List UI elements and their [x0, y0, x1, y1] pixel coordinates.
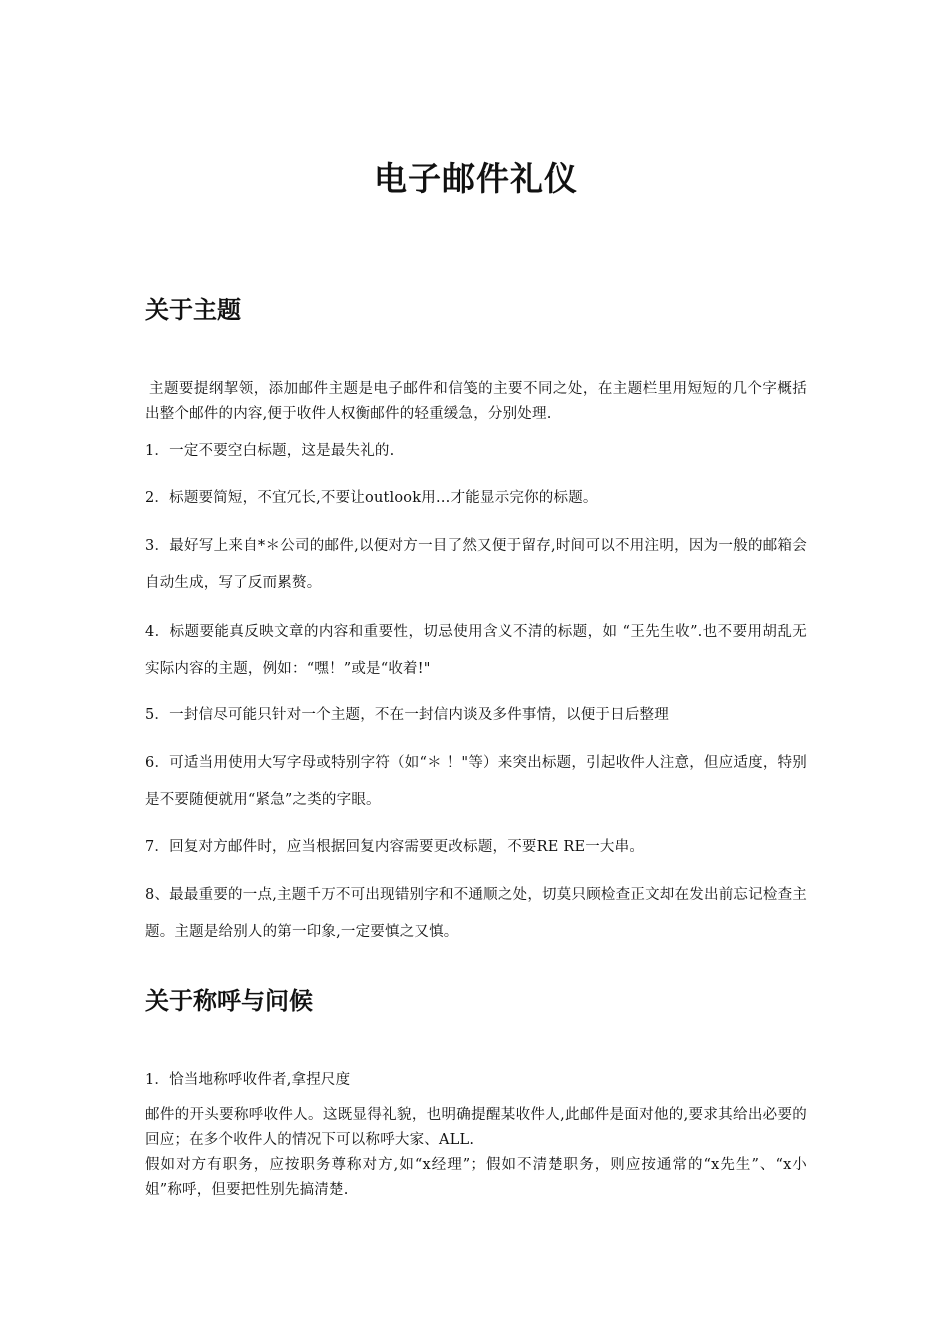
subject-item-1: 1．一定不要空白标题，这是最失礼的.: [145, 443, 395, 459]
document-title: 电子邮件礼仪: [374, 159, 578, 198]
subject-item-7: 7．回复对方邮件时，应当根据回复内容需要更改标题，不要RE RE一大串。: [145, 839, 645, 855]
greeting-subheading: 1．恰当地称呼收件者,拿捏尺度: [145, 1072, 351, 1088]
subject-item-3: 3．最好写上来自*＊公司的邮件,以便对方一目了然又便于留存,时间可以不用注明，因为一般的邮箱会自动生成，写了反而累赘。: [145, 538, 807, 591]
subject-intro-paragraph: 主题要提纲挈领，添加邮件主题是电子邮件和信笺的主要不同之处，在主题栏里用短短的几个字概括出整个邮件的内容,便于收件人权衡邮件的轻重缓急，分别处理.: [145, 381, 807, 422]
section-heading-subject: 关于主题: [145, 296, 241, 324]
subject-item-8: 8、最最重要的一点,主题千万不可出现错别字和不通顺之处，切莫只顾检查正文却在发出前忘记检查主题。主题是给别人的第一印象,一定要慎之又慎。: [145, 887, 807, 940]
greeting-paragraph-2: 假如对方有职务，应按职务尊称对方,如“x经理”；假如不清楚职务，则应按通常的“x先生”、“x小姐”称呼，但要把性别先搞清楚.: [145, 1157, 807, 1198]
subject-item-4: 4．标题要能真反映文章的内容和重要性，切忌使用含义不清的标题，如 “王先生收”.也不要用胡乱无实际内容的主题，例如：“嘿！”或是“收着!": [145, 624, 807, 677]
section-heading-greeting: 关于称呼与问候: [145, 987, 313, 1015]
subject-item-2: 2．标题要简短，不宜冗长,不要让outlook用…才能显示完你的标题。: [145, 490, 598, 506]
greeting-paragraph-1: 邮件的开头要称呼收件人。这既显得礼貌，也明确提醒某收件人,此邮件是面对他的,要求其给出必要的回应；在多个收件人的情况下可以称呼大家、ALL.: [145, 1107, 807, 1148]
subject-item-5: 5．一封信尽可能只针对一个主题，不在一封信内谈及多件事情，以便于日后整理: [145, 707, 669, 723]
subject-item-6: 6．可适当用使用大写字母或特别字符（如“＊ ！"等）来突出标题，引起收件人注意，但应适度，特别是不要随便就用“紧急”之类的字眼。: [145, 755, 807, 808]
